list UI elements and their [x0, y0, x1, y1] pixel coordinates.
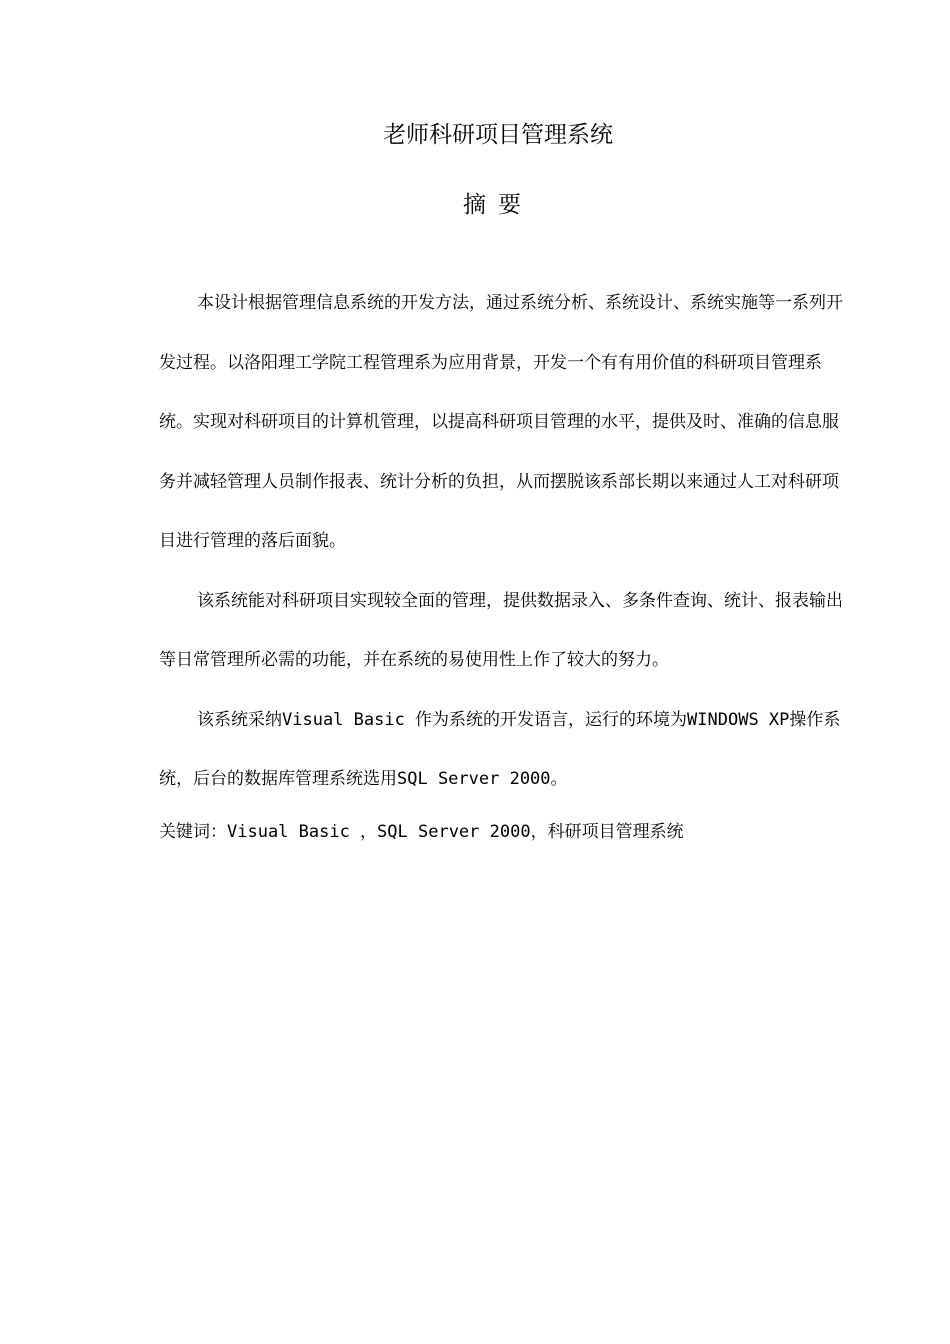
abstract-body [159, 274, 849, 810]
abstract-paragraph-2: 该系统能对科研项目实现较全面的管理，提供数据录入、多条件查询、统计、报表输出等日常管理所必需的功能，并在系统的易使用性上作了较大的努力。 [159, 590, 843, 670]
keywords-line: 关键词：Visual Basic ，SQL Server 2000，科研项目管理系统 [159, 822, 684, 842]
abstract-paragraph-1: 本设计根据管理信息系统的开发方法，通过系统分析、系统设计、系统实施等一系列开发过程。以洛阳理工学院工程管理系为应用背景，开发一个有有用价值的科研项目管理系统。实现对科研项目的计算机管理，以提高科研项目管理的水平，提供及时、准确的信息服务并减轻管理人员制作报表、统计分析的负担，从而摆脱该系部长期以来通过人工对科研项目进行管理的落后面貌。 [159, 293, 843, 551]
abstract-heading: 摘要 [463, 192, 533, 218]
abstract-paragraph-3: 该系统采纳Visual Basic 作为系统的开发语言，运行的环境为WINDOWS XP操作系统，后台的数据库管理系统选用SQL Server 2000。 [159, 709, 841, 789]
document-title: 老师科研项目管理系统 [383, 122, 613, 148]
